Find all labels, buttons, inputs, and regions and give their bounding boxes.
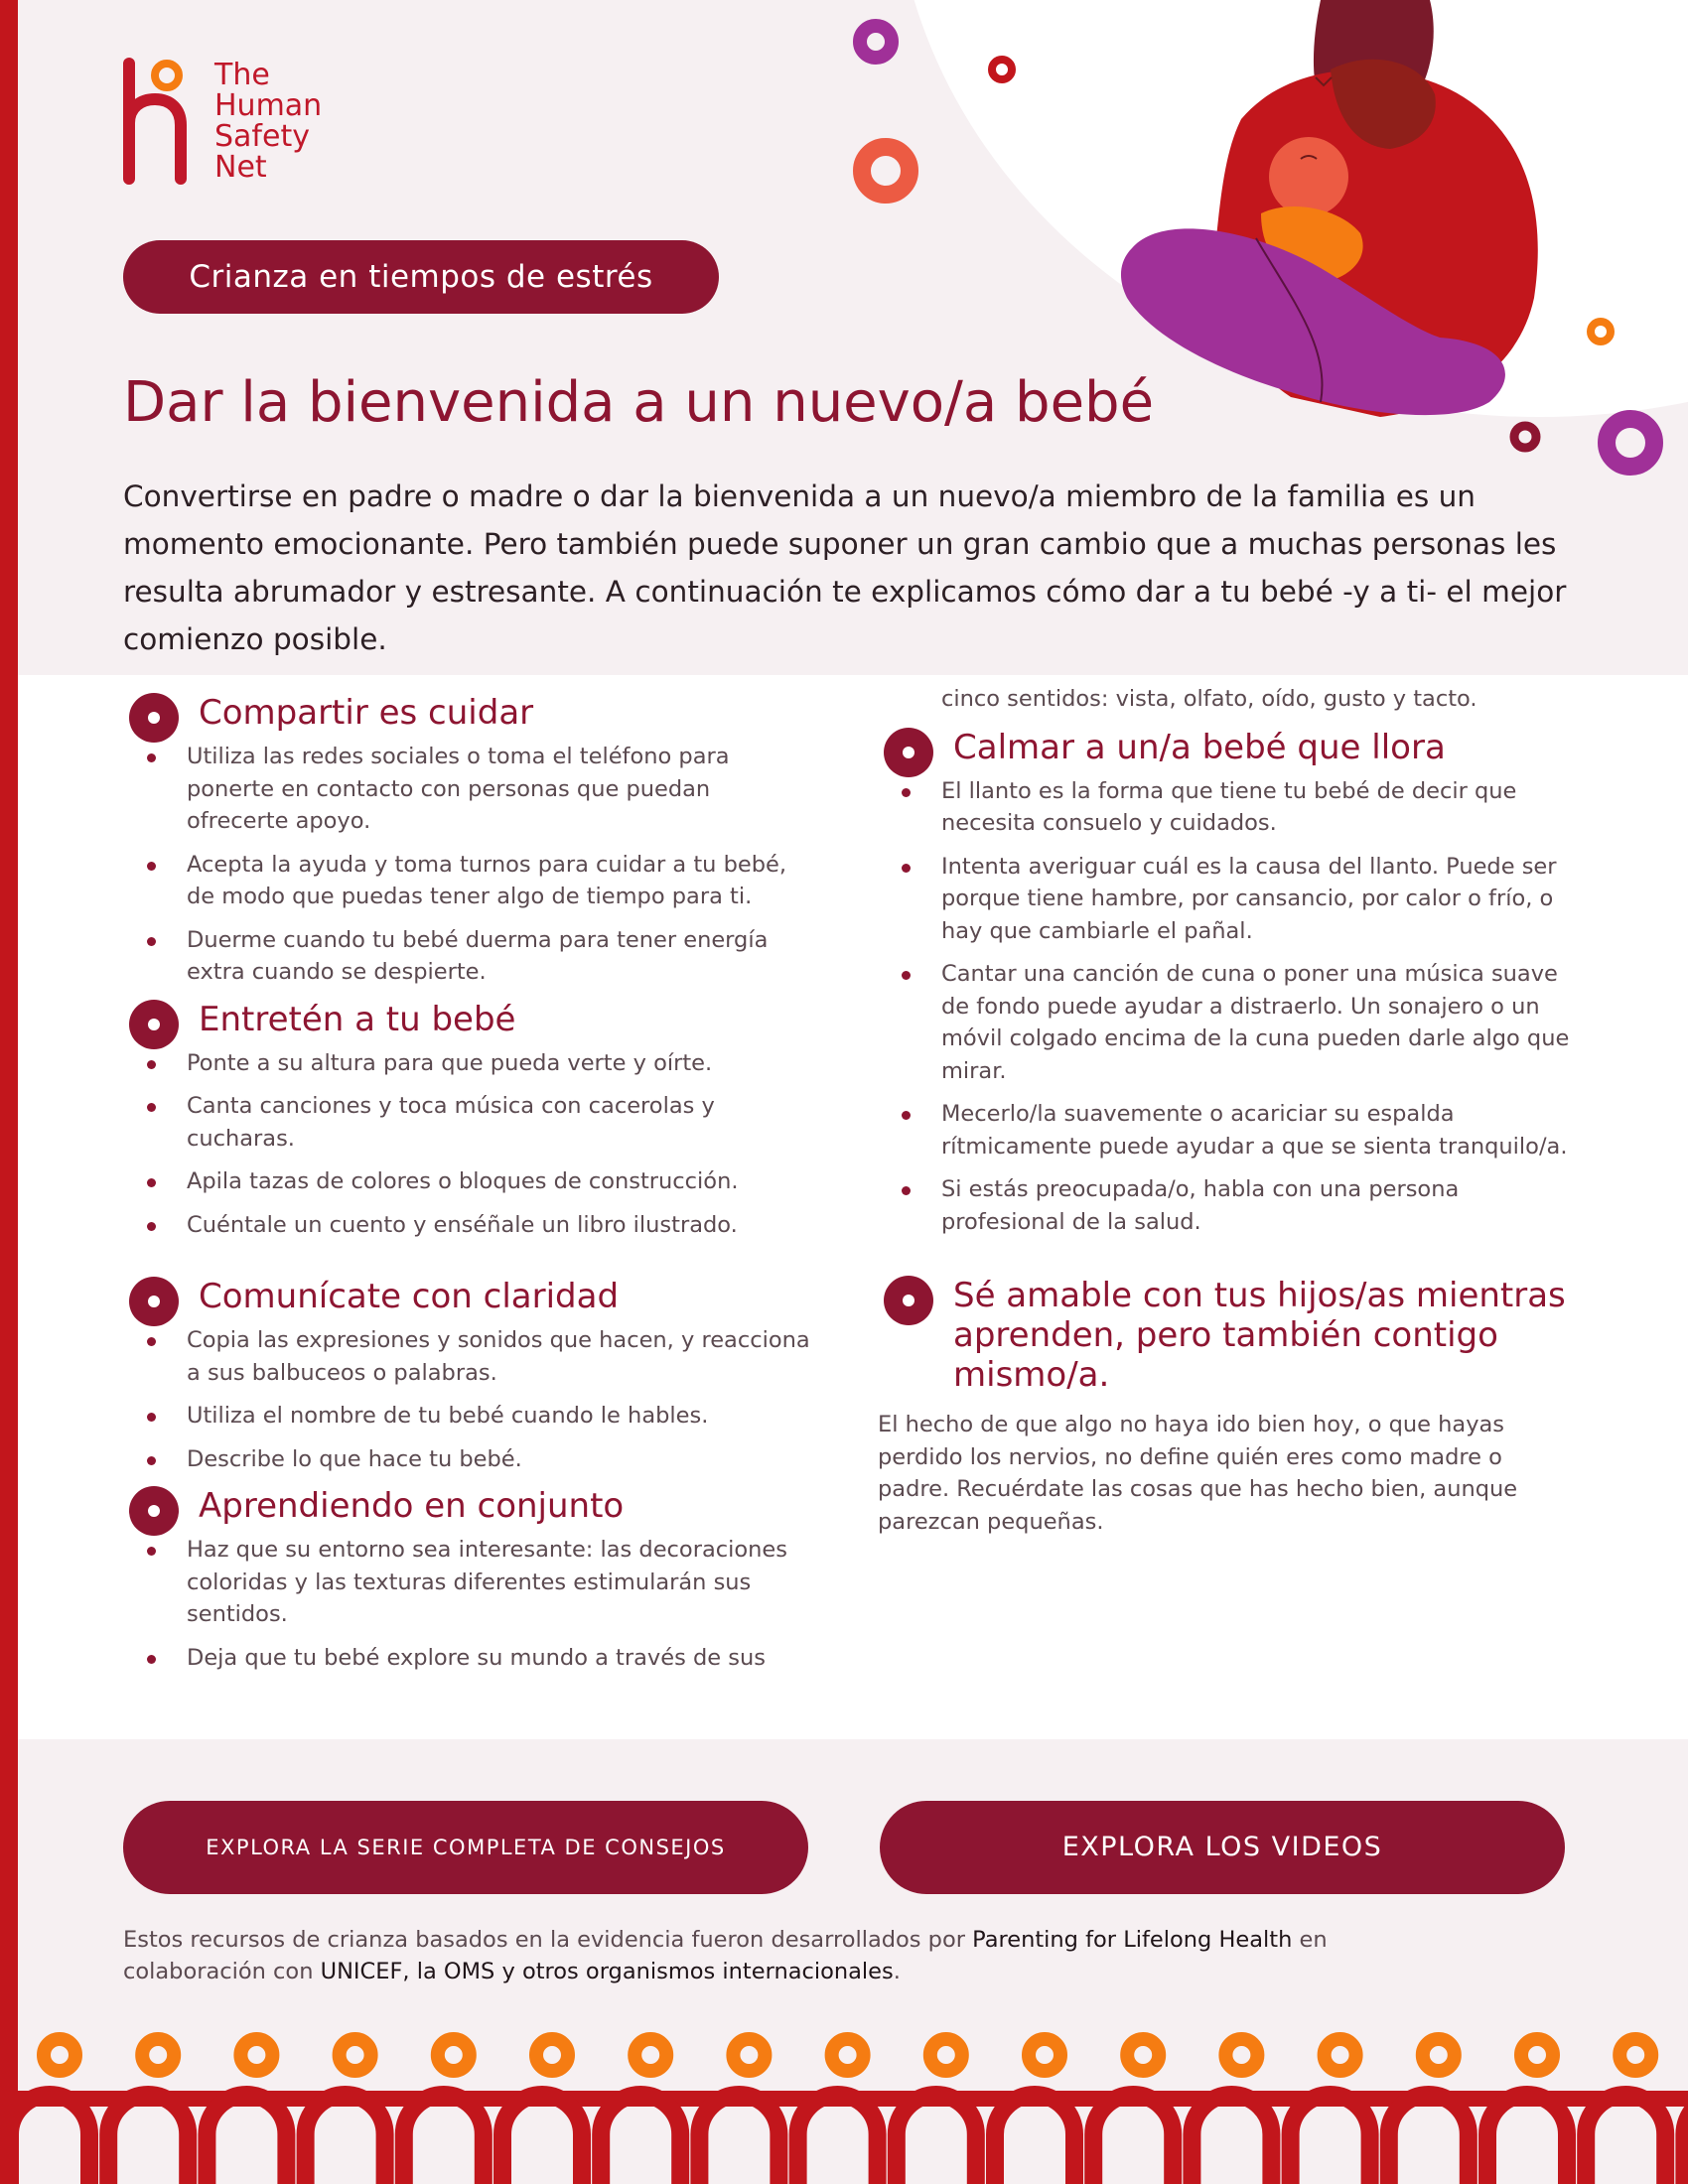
credits-partners: UNICEF, la OMS y otros organismos internacionales xyxy=(320,1959,894,1984)
red-arch-icon xyxy=(1684,2095,1688,2184)
orange-ring-icon xyxy=(240,2039,272,2071)
orange-ring-icon xyxy=(44,2039,75,2071)
section-title: Aprendiendo en conjunto xyxy=(199,1486,625,1526)
section-title: Calmar a un/a bebé que llora xyxy=(953,727,1446,767)
red-arch-icon xyxy=(306,2095,385,2184)
orange-ring-icon xyxy=(1127,2039,1159,2071)
orange-ring-icon xyxy=(1225,2039,1257,2071)
orange-ring-icon xyxy=(142,2039,174,2071)
logo-line: The xyxy=(214,58,270,92)
list-item: Utiliza las redes sociales o toma el teléfono para ponerte en contacto con personas que puedan ofrecerte apoyo. xyxy=(123,741,818,838)
red-arch-icon xyxy=(995,2095,1074,2184)
list-item: Acepta la ayuda y toma turnos para cuidar a tu bebé, de modo que puedas tener algo de tiempo para ti. xyxy=(123,849,818,913)
list-item: Cuéntale un cuento y enséñale un libro ilustrado. xyxy=(123,1209,818,1242)
list-item: Describe lo que hace tu bebé. xyxy=(123,1443,818,1476)
section-title: Entretén a tu bebé xyxy=(199,999,516,1039)
list-item: Canta canciones y toca música con cacerolas y cucharas. xyxy=(123,1090,818,1155)
logo-line: Safety xyxy=(214,119,310,154)
orange-ring-icon xyxy=(438,2039,470,2071)
red-arch-icon xyxy=(897,2095,976,2184)
orange-ring-icon xyxy=(1423,2039,1455,2071)
red-arch-icon xyxy=(207,2095,286,2184)
explore-series-button[interactable]: EXPLORA LA SERIE COMPLETA DE CONSEJOS xyxy=(123,1801,808,1894)
list-item: Si estás preocupada/o, habla con una persona profesional de la salud. xyxy=(878,1173,1573,1238)
section-title: Comunícate con claridad xyxy=(199,1277,620,1316)
orange-ring-icon xyxy=(1521,2039,1553,2071)
list-item: Intenta averiguar cuál es la causa del llanto. Puede ser porque tiene hambre, por cansancio, por calor o frío, o hay que cambiarle el pañal. xyxy=(878,851,1573,948)
logo-line: Net xyxy=(214,150,267,185)
section-body: El hecho de que algo no haya ido bien hoy, o que hayas perdido los nervios, no define quién eres como madre o padre. Recuérdate las cosas que has hecho bien, aunque parezcan pequeñas. xyxy=(878,1412,1518,1535)
list-item: Duerme cuando tu bebé duerma para tener energía extra cuando se despierte. xyxy=(123,924,818,989)
red-arch-icon xyxy=(1093,2095,1173,2184)
red-arch-icon xyxy=(699,2095,778,2184)
list-item: Apila tazas de colores o bloques de construcción. xyxy=(123,1165,818,1198)
red-arch-icon xyxy=(1487,2095,1567,2184)
orange-ring-icon xyxy=(1325,2039,1356,2071)
list-item: Ponte a su altura para que pueda verte y oírte. xyxy=(123,1047,818,1080)
orange-ring-icon xyxy=(832,2039,864,2071)
list-item: Mecerlo/la suavemente o acariciar su espalda rítmicamente puede ayudar a que se sienta tranquilo/a. xyxy=(878,1098,1573,1162)
list-item: Cantar una canción de cuna o poner una música suave de fondo puede ayudar a distraerlo. Un sonajero o un móvil colgado encima de la cuna pueden darle algo que mirar. xyxy=(878,958,1573,1087)
red-arch-icon xyxy=(1389,2095,1469,2184)
red-arch-icon xyxy=(601,2095,680,2184)
red-arch-icon xyxy=(1291,2095,1370,2184)
explore-videos-button[interactable]: EXPLORA LOS VIDEOS xyxy=(880,1801,1565,1894)
series-label-pill: Crianza en tiempos de estrés xyxy=(123,240,719,314)
intro-paragraph: Convertirse en padre o madre o dar la bienvenida a un nuevo/a miembro de la familia es un momento emocionante. Pero también puede suponer un gran cambio que a muchas personas les resulta abrumador y estresante. A continuación te explicamos cómo dar a tu bebé -y a ti- el mejor comienzo posible. xyxy=(123,479,1567,656)
page-title: Dar la bienvenida a un nuevo/a bebé xyxy=(123,370,1155,435)
logo-line: Human xyxy=(214,88,323,123)
red-arch-icon xyxy=(798,2095,878,2184)
credits-suffix: . xyxy=(893,1959,901,1984)
list-item: Copia las expresiones y sonidos que hacen, y reacciona a sus balbuceos o palabras. xyxy=(123,1324,818,1389)
list-item-continuation: cinco sentidos: vista, olfato, oído, gusto y tacto. xyxy=(941,686,1477,712)
orange-ring-icon xyxy=(1619,2039,1651,2071)
list-item: Deja que tu bebé explore su mundo a través de sus xyxy=(123,1642,818,1675)
red-arch-icon xyxy=(10,2095,89,2184)
red-arch-icon xyxy=(1192,2095,1271,2184)
credits-organization: Parenting for Lifelong Health xyxy=(972,1927,1293,1953)
list-item: El llanto es la forma que tiene tu bebé de decir que necesita consuelo y cuidados. xyxy=(878,775,1573,840)
section-title: Sé amable con tus hijos/as mientras aprenden, pero también contigo mismo/a. xyxy=(953,1276,1566,1395)
orange-ring-icon xyxy=(1029,2039,1060,2071)
orange-ring-icon xyxy=(733,2039,765,2071)
list-item: Haz que su entorno sea interesante: las decoraciones coloridas y las texturas diferentes estimularán sus sentidos. xyxy=(123,1534,818,1631)
credits-middle: en colaboración con xyxy=(123,1927,1328,1984)
red-arch-icon xyxy=(108,2095,188,2184)
list-item: Utiliza el nombre de tu bebé cuando le hables. xyxy=(123,1400,818,1433)
credits-prefix: Estos recursos de crianza basados en la evidencia fueron desarrollados por xyxy=(123,1927,973,1953)
red-arch-icon xyxy=(502,2095,582,2184)
section-title: Compartir es cuidar xyxy=(199,693,534,733)
orange-ring-icon xyxy=(930,2039,962,2071)
red-arch-icon xyxy=(404,2095,484,2184)
orange-ring-icon xyxy=(536,2039,568,2071)
orange-ring-icon xyxy=(634,2039,666,2071)
red-arch-icon xyxy=(1586,2095,1665,2184)
orange-ring-icon xyxy=(340,2039,371,2071)
